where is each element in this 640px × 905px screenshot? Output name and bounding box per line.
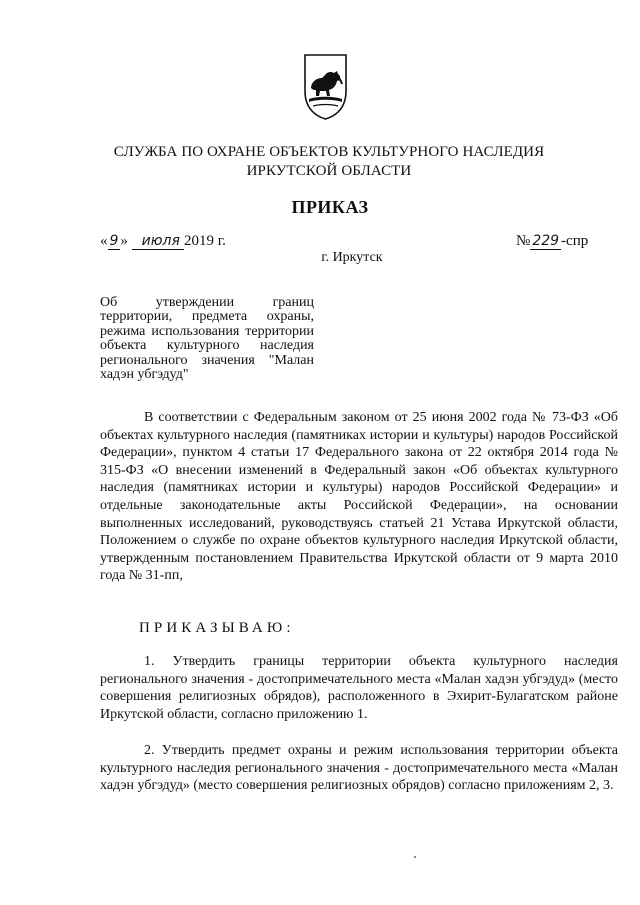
coat-of-arms-icon (303, 53, 348, 120)
date-month: июля (132, 233, 184, 250)
document-subject: Об утверждении границ территории, предмета охраны, режима использования территории объекта культурного наследия регионального значения "Малан хадэн убгэдуд" (100, 295, 314, 383)
date-year: 2019 г. (183, 233, 226, 249)
document-city: г. Иркутск (321, 250, 383, 265)
agency-name-line2: ИРКУТСКОЙ ОБЛАСТИ (246, 163, 412, 179)
preamble-paragraph: В соответствии с Федеральным законом от 25 июня 2002 года № 73-ФЗ «Об объектах культурного наследия (памятниках истории и культуры) народов Российской Федерации», пунктом 4 статьи 17 Федерального закона от 22 октября 2014 года № 315-ФЗ «О внесении изменений в Федеральный закон «Об объектах культурного наследия (памятниках истории и культуры) народов Российской Федерации» и отдельные законодательные акты Российской Федерации», на основании выполненных исследований, руководствуясь статьей 21 Устава Иркутской области, Положением о службе по охране объектов культурного наследия Иркутской области, утвержденным постановлением Правительства Иркутской области от 9 марта 2010 года № 31-пп, (100, 410, 618, 584)
order-heading: ПРИКАЗЫВАЮ: (139, 620, 295, 636)
number-prefix: № (516, 233, 531, 249)
number-value: 229 (532, 233, 560, 249)
order-item-2: 2. Утвердить предмет охраны и режим использования территории объекта культурного наследия регионального значения - достопримечательного места «Малан хадэн убгэдуд» (место совершения религиозных обрядов) согласно приложениям 2, 3. (100, 743, 618, 794)
order-item-1: 1. Утвердить границы территории объекта культурного наследия регионального значения - достопримечательного места «Малан хадэн убгэдуд» (место совершения религиозных обрядов), расположенного в Эхирит-Булагатском районе Иркутской области, согласно приложению 1. (100, 654, 618, 722)
date-day: 9 (109, 233, 119, 249)
number-suffix: -спр (561, 233, 589, 249)
agency-name (100, 143, 558, 181)
document-type-title: ПРИКАЗ (291, 197, 369, 217)
document-date: « 9 » июля 2019 г. (100, 233, 226, 249)
document-number (516, 233, 588, 250)
scan-speck (414, 856, 416, 858)
agency-name-line1: СЛУЖБА ПО ОХРАНЕ ОБЪЕКТОВ КУЛЬТУРНОГО НАСЛЕДИЯ (113, 144, 545, 160)
